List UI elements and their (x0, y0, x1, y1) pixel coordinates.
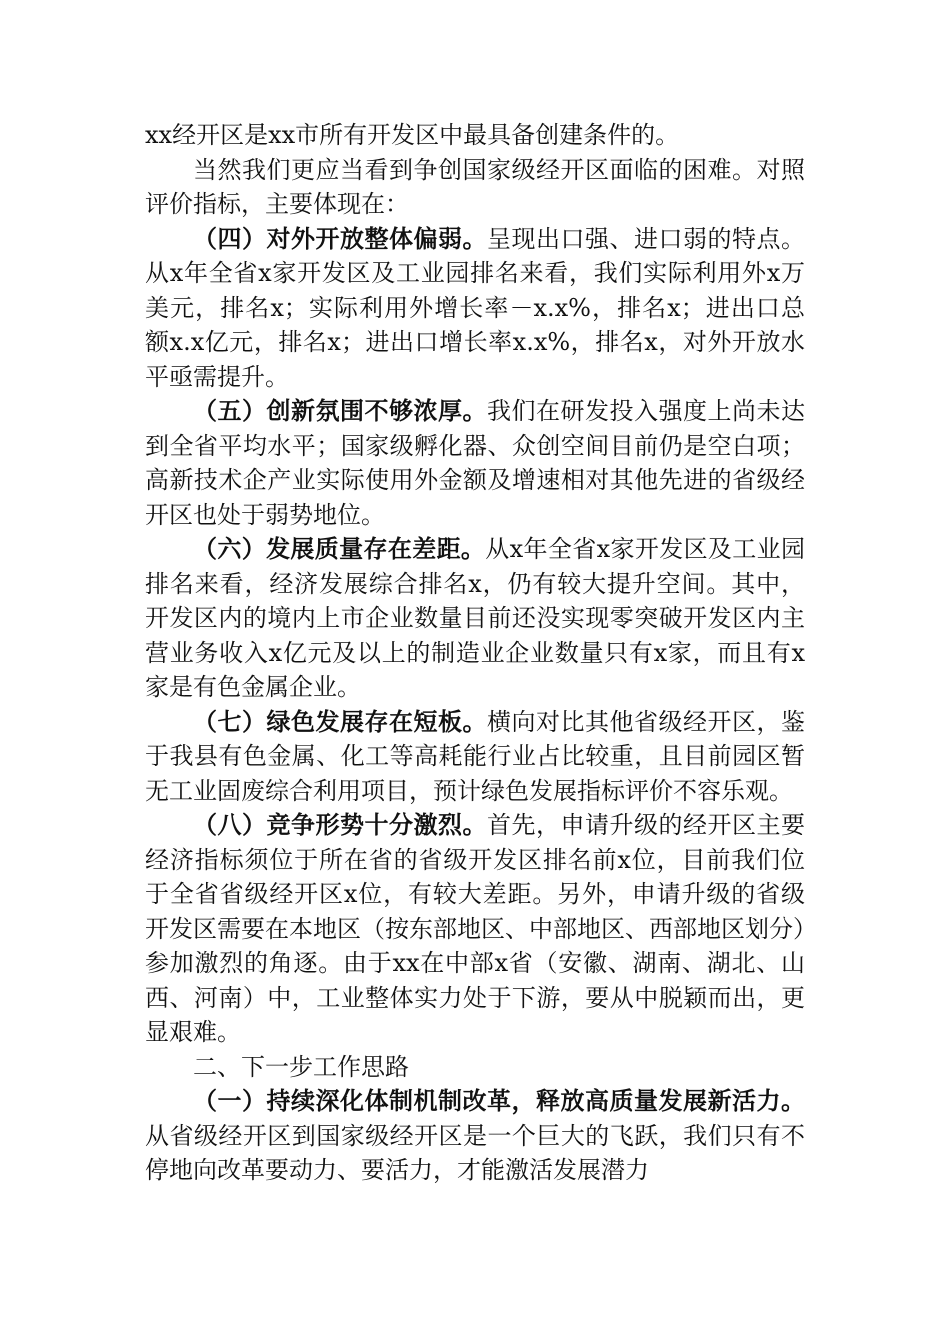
paragraph-text: 当然我们更应当看到争创国家级经开区面临的困难。对照评价指标，主要体现在： (145, 155, 805, 218)
paragraph-innovation (145, 394, 805, 532)
paragraph-text: 从x年全省x家开发区及工业园排名来看，经济发展综合排名x，仍有较大提升空间。其中，开发区内的境内上市企业数量目前还没实现零突破开发区内主营业务收入x亿元及以上的制造业企业数量只有x家，而且有x家是有色金属企业。 (145, 535, 806, 701)
paragraph-opening-up (145, 222, 805, 395)
paragraph-continuation (145, 118, 805, 153)
paragraph-green (145, 705, 805, 809)
paragraph-text: xx经开区是xx市所有开发区中最具备创建条件的。 (145, 121, 680, 149)
paragraph-competition (145, 808, 805, 1050)
paragraph-text: 横向对比其他省级经开区，鉴于我县有色金属、化工等高耗能行业占比较重，且目前园区暂无工业固废综合利用项目，预计绿色发展指标评价不容乐观。 (145, 707, 805, 805)
paragraph-lead: （七）绿色发展存在短板。 (193, 706, 487, 736)
paragraph-text: 首先，申请升级的经开区主要经济指标须位于所在省的省级开发区排名前x位，目前我们位于全省省级经开区x位，有较大差距。另外，申请升级的省级开发区需要在本地区（按东部地区、中部地区、西部地区划分）参加激烈的角逐。由于xx在中部x省（安徽、湖南、湖北、山西、河南）中，工业整体实力处于下游，要从中脱颖而出，更显艰难。 (145, 811, 805, 1046)
paragraph-lead: （四）对外开放整体偏弱。 (193, 223, 487, 253)
paragraph-reform (145, 1084, 805, 1188)
paragraph-intro (145, 153, 805, 222)
section-heading: 二、下一步工作思路 (193, 1052, 409, 1081)
paragraph-lead: （五）创新氛围不够浓厚。 (193, 396, 487, 425)
paragraph-lead: （八）竞争形势十分激烈。 (193, 810, 487, 839)
paragraph-text: 我们在研发投入强度上尚未达到全省平均水平；国家级孵化器、众创空间目前仍是空白项；高新技术企产业实际使用外金额及增速相对其他先进的省级经开区也处于弱势地位。 (145, 397, 805, 529)
paragraph-lead: （一）持续深化体制机制改革，释放高质量发展新活力。 (193, 1086, 805, 1115)
paragraph-lead: （六）发展质量存在差距。 (193, 534, 486, 563)
paragraph-text: 从省级经开区到国家级经开区是一个巨大的飞跃，我们只有不停地向改革要动力、要活力，才能激活发展潜力 (145, 1121, 805, 1184)
paragraph-quality (145, 532, 805, 705)
document-body (145, 118, 805, 1188)
paragraph-text: 呈现出口强、进口弱的特点。从x年全省x家开发区及工业园排名来看，我们实际利用外x万美元，排名x；实际利用外增长率－x.x%，排名x；进出口总额x.x亿元，排名x；进出口增长率x.x%，排名x，对外开放水平亟需提升。 (145, 224, 805, 391)
